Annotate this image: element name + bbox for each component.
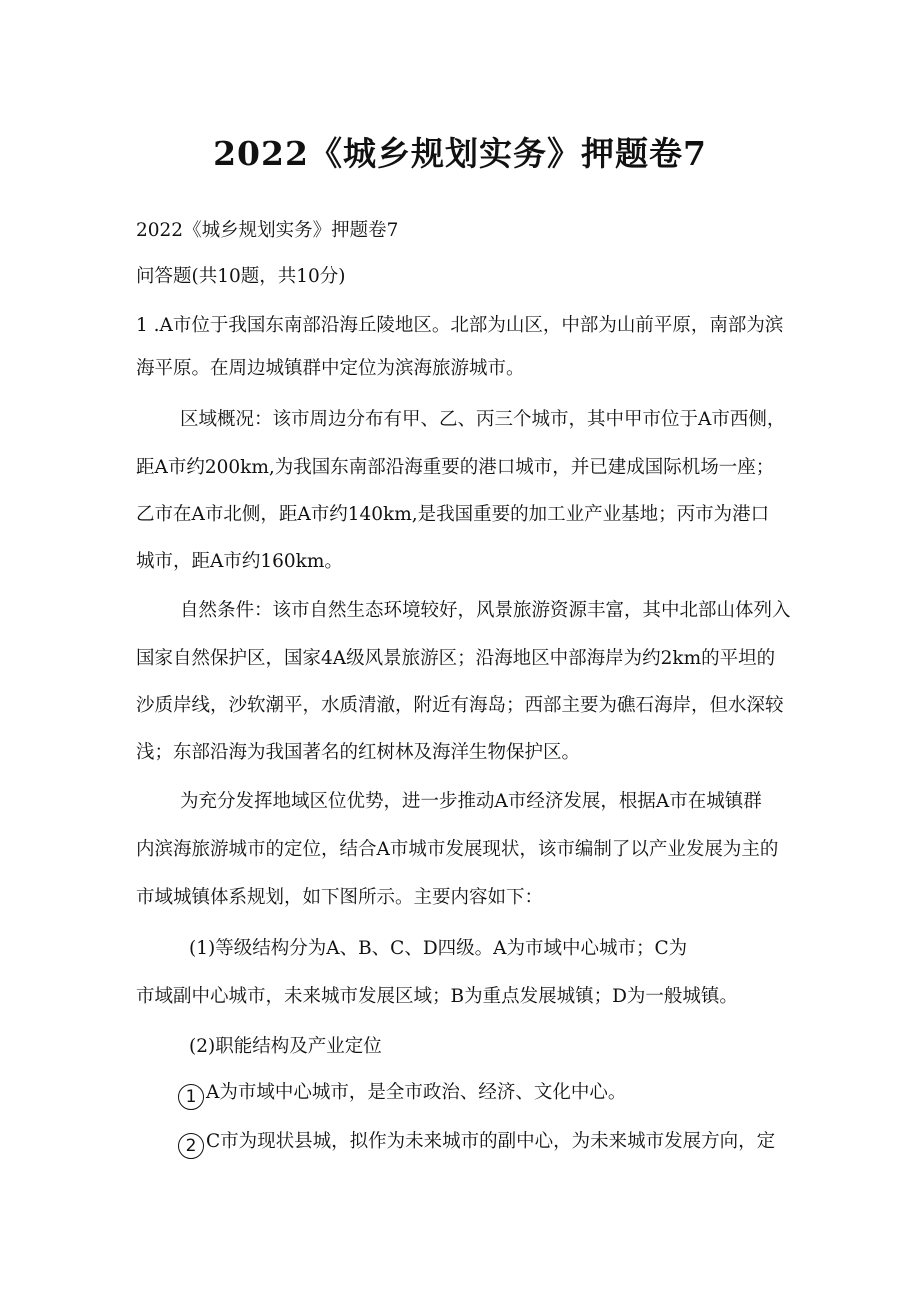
section-heading: 问答题(共10题，共10分)	[136, 266, 346, 287]
paragraph-line: 城市，距A市约160km。	[136, 551, 343, 572]
paragraph-line: 区域概况：该市周边分布有甲、乙、丙三个城市，其中甲市位于A市西侧，	[180, 409, 786, 430]
paragraph-line: (2)职能结构及产业定位	[189, 1036, 382, 1057]
paragraph-line: 为充分发挥地域区位优势，进一步推动A市经济发展，根据A市在城镇群	[180, 791, 762, 812]
paragraph-line: 乙市在A市北侧，距A市约140km,是我国重要的加工业产业基地；丙市为港口	[136, 504, 770, 525]
paragraph-line: 市域副中心城市，未来城市发展区域；B为重点发展城镇；D为一般城镇。	[136, 986, 738, 1007]
list-item	[178, 1133, 775, 1159]
paragraph-line: 国家自然保护区，国家4A级风景旅游区；沿海地区中部海岸为约2km的平坦的	[136, 648, 776, 669]
paragraph-line: 海平原。在周边城镇群中定位为滨海旅游城市。	[136, 358, 525, 379]
paragraph-line: 市域城镇体系规划，如下图所示。主要内容如下：	[136, 887, 544, 908]
document-title: 2022《城乡规划实务》押题卷7	[213, 134, 707, 173]
circled-number: 2	[178, 1133, 204, 1159]
list-item-text: C市为现状县城，拟作为未来城市的副中心，为未来城市发展方向，定	[206, 1131, 776, 1152]
paragraph-line: 1 .A市位于我国东南部沿海丘陵地区。北部为山区，中部为山前平原，南部为滨	[136, 315, 784, 336]
paragraph-line: 沙质岸线，沙软潮平，水质清澈，附近有海岛；西部主要为礁石海岸，但水深较	[136, 695, 784, 716]
paragraph-line: 自然条件：该市自然生态环境较好，风景旅游资源丰富，其中北部山体列入	[180, 600, 791, 621]
paragraph-line: 浅；东部沿海为我国著名的红树林及海洋生物保护区。	[136, 742, 581, 763]
circled-number: 1	[178, 1084, 204, 1110]
list-item	[178, 1084, 626, 1110]
paragraph-line: (1)等级结构分为A、B、C、D四级。A为市域中心城市；C为	[189, 938, 688, 959]
paragraph-line: 内滨海旅游城市的定位，结合A市城市发展现状，该市编制了以产业发展为主的	[136, 839, 779, 860]
paragraph-line: 距A市约200km,为我国东南部沿海重要的港口城市，并已建成国际机场一座；	[136, 457, 775, 478]
list-item-text: A为市域中心城市，是全市政治、经济、文化中心。	[206, 1082, 627, 1103]
subtitle: 2022《城乡规划实务》押题卷7	[136, 220, 399, 241]
